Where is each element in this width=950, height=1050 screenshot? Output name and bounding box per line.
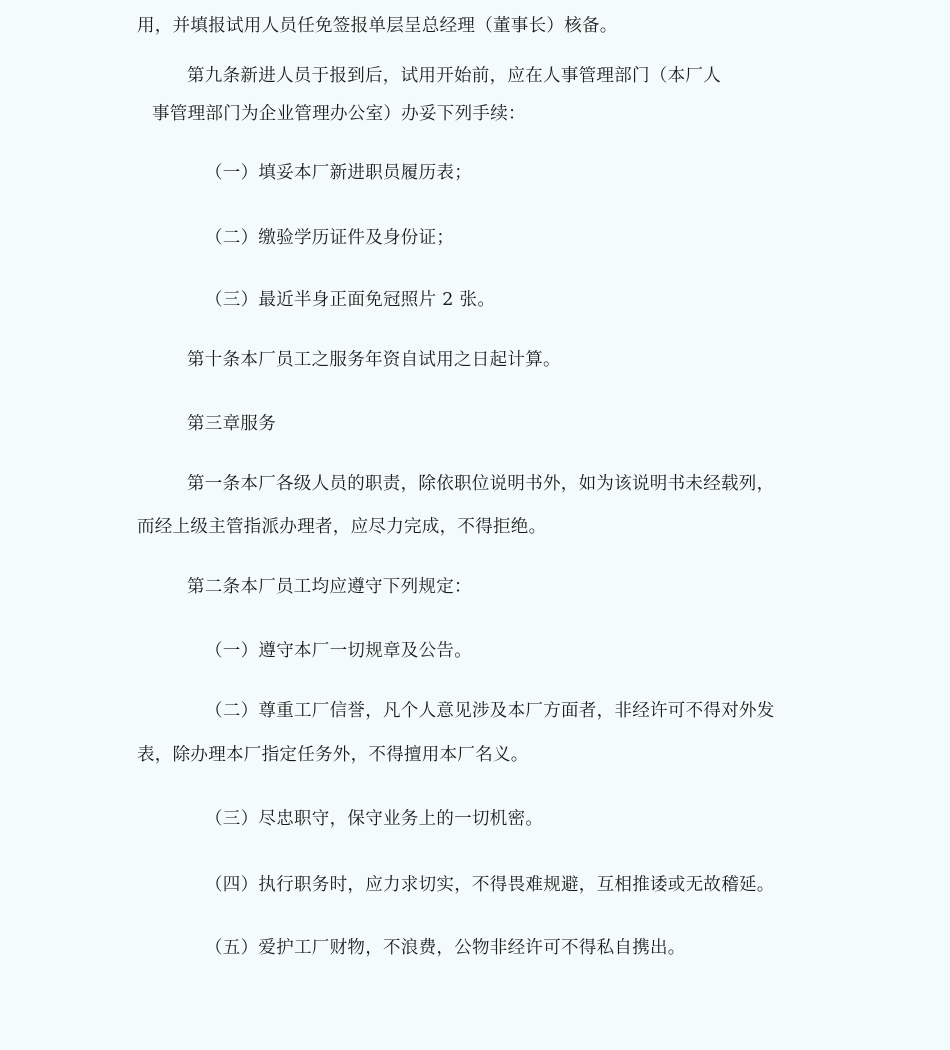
text-line: 用，并填报试用人员任免签报单层呈总经理（董事长）核备。 (137, 16, 618, 36)
article-10-line: 第十条本厂员工之服务年资自试用之日起计算。 (187, 350, 561, 370)
list-item: （三）最近半身正面免冠照片 2 张。 (205, 290, 496, 310)
text-line: 而经上级主管指派办理者，应尽力完成，不得拒绝。 (137, 517, 547, 537)
text-line: 事管理部门为企业管理办公室）办妥下列手续： (152, 104, 526, 124)
list-item: （一）填妥本厂新进职员履历表； (205, 163, 472, 183)
list-item: （二）缴验学历证件及身份证； (205, 228, 455, 248)
list-item: （四）执行职务时，应力求切实，不得畏难规避，互相推诿或无故稽延。 (205, 875, 775, 895)
list-item: （二）尊重工厂信誉，凡个人意见涉及本厂方面者，非经许可不得对外发 (205, 701, 775, 721)
article-2-line: 第二条本厂员工均应遵守下列规定： (187, 577, 472, 597)
list-item: （三）尽忠职守，保守业务上的一切机密。 (205, 809, 544, 829)
text-line: 表，除办理本厂指定任务外，不得擅用本厂名义。 (137, 745, 529, 765)
list-item: （一）遵守本厂一切规章及公告。 (205, 641, 472, 661)
list-item: （五）爱护工厂财物，不浪费，公物非经许可不得私自携出。 (205, 938, 686, 958)
article-9-line: 第九条新进人员于报到后，试用开始前，应在人事管理部门（本厂人 (187, 66, 721, 86)
article-1-line: 第一条本厂各级人员的职责，除依职位说明书外，如为该说明书未经载列， (187, 474, 775, 494)
chapter-heading: 第三章服务 (187, 414, 276, 434)
